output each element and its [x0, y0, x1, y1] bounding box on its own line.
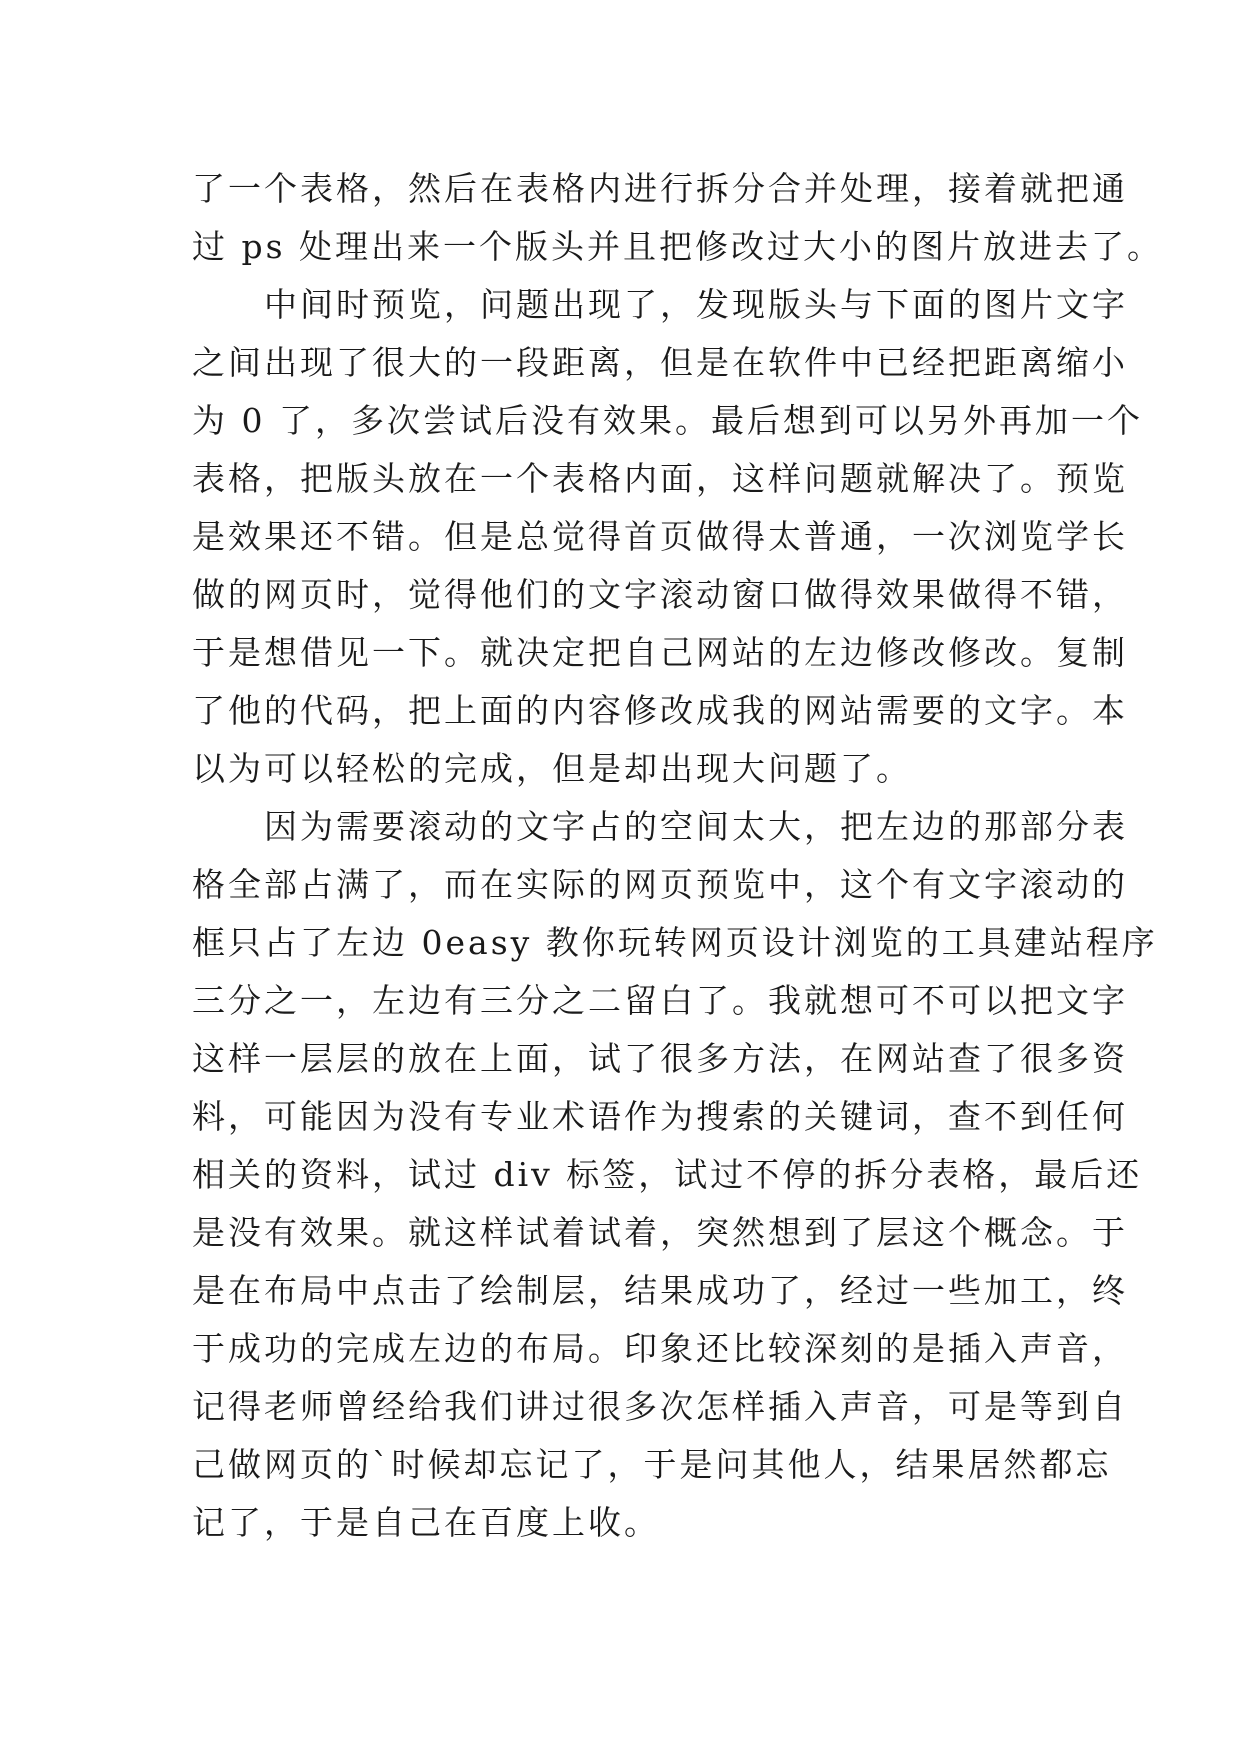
text-line: 了一个表格，然后在表格内进行拆分合并处理，接着就把通	[192, 169, 1128, 208]
text-line: 为 0 了，多次尝试后没有效果。最后想到可以另外再加一个	[192, 401, 1143, 440]
text-line: 是在布局中点击了绘制层，结果成功了，经过一些加工，终	[192, 1271, 1128, 1310]
text-line: 这样一层层的放在上面，试了很多方法，在网站查了很多资	[192, 1039, 1128, 1078]
document-body	[192, 160, 1164, 1552]
text-line: 了他的代码，把上面的内容修改成我的网站需要的文字。本	[192, 691, 1128, 730]
text-line: 是效果还不错。但是总觉得首页做得太普通，一次浏览学长	[192, 517, 1128, 556]
text-line: 框只占了左边 0easy 教你玩转网页设计浏览的工具建站程序	[192, 923, 1158, 962]
paragraph-start-line: 中间时预览，问题出现了，发现版头与下面的图片文字	[264, 285, 1128, 324]
text-line: 料，可能因为没有专业术语作为搜索的关键词，查不到任何	[192, 1097, 1128, 1136]
text-line: 表格，把版头放在一个表格内面，这样问题就解决了。预览	[192, 459, 1128, 498]
text-line: 以为可以轻松的完成，但是却出现大问题了。	[192, 749, 912, 788]
text-line: 己做网页的`时候却忘记了，于是问其他人，结果居然都忘	[192, 1445, 1112, 1484]
text-line: 做的网页时，觉得他们的文字滚动窗口做得效果做得不错，	[192, 575, 1128, 614]
text-line: 记得老师曾经给我们讲过很多次怎样插入声音，可是等到自	[192, 1387, 1128, 1426]
text-line: 格全部占满了，而在实际的网页预览中，这个有文字滚动的	[192, 865, 1128, 904]
text-line: 过 ps 处理出来一个版头并且把修改过大小的图片放进去了。	[192, 227, 1164, 266]
text-line: 三分之一，左边有三分之二留白了。我就想可不可以把文字	[192, 981, 1128, 1020]
text-line: 是没有效果。就这样试着试着，突然想到了层这个概念。于	[192, 1213, 1128, 1252]
text-line: 于是想借见一下。就决定把自己网站的左边修改修改。复制	[192, 633, 1128, 672]
text-line: 于成功的完成左边的布局。印象还比较深刻的是插入声音，	[192, 1329, 1128, 1368]
text-line: 记了，于是自己在百度上收。	[192, 1503, 660, 1542]
text-line: 之间出现了很大的一段距离，但是在软件中已经把距离缩小	[192, 343, 1128, 382]
text-line: 相关的资料，试过 div 标签，试过不停的拆分表格，最后还	[192, 1155, 1143, 1194]
paragraph-start-line: 因为需要滚动的文字占的空间太大，把左边的那部分表	[264, 807, 1128, 846]
